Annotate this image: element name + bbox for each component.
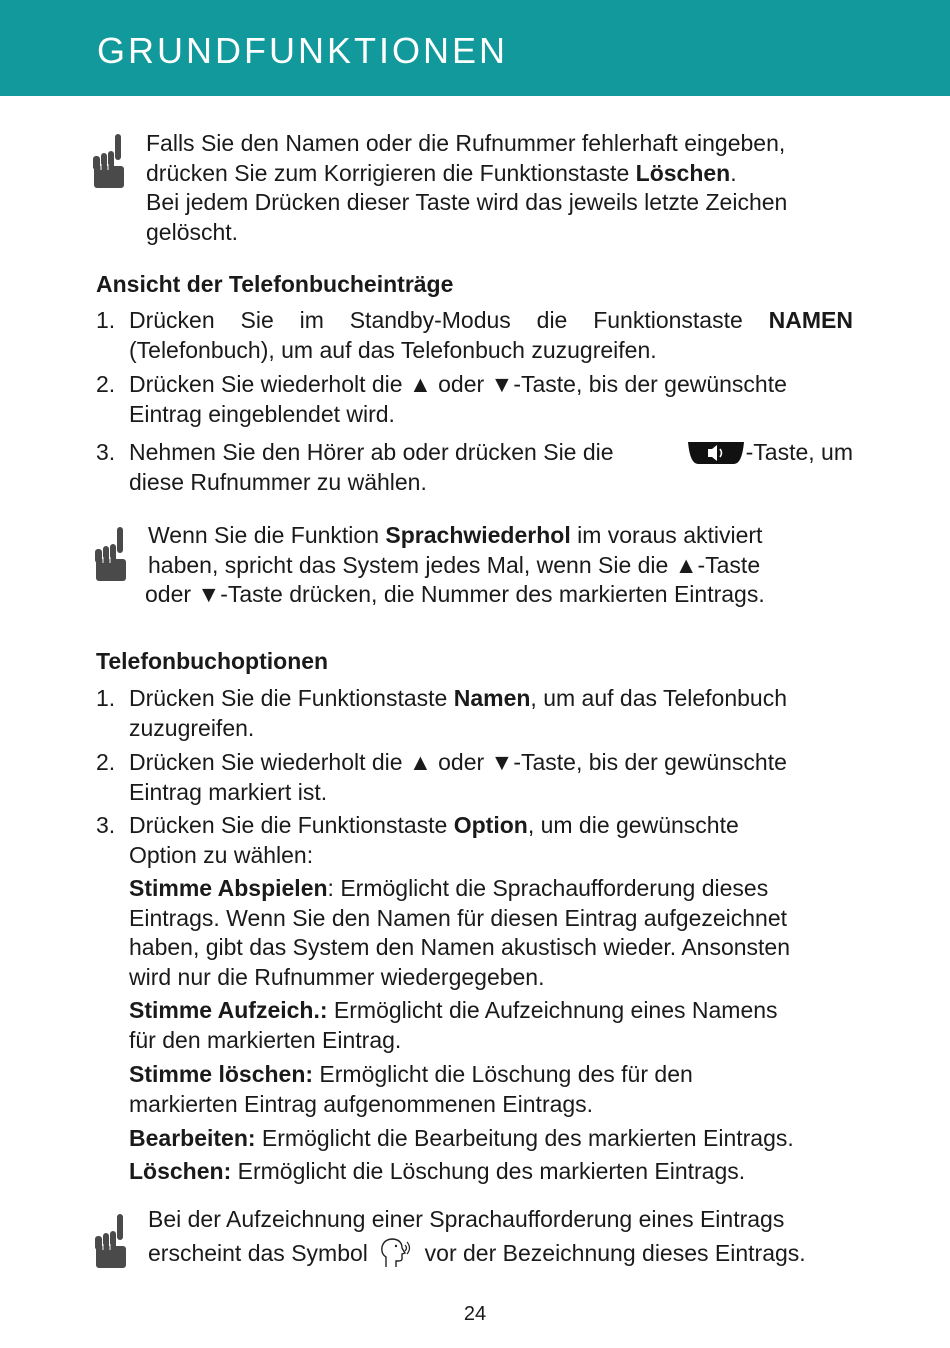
list-number: 2.: [96, 749, 116, 775]
page-title: GRUNDFUNKTIONEN: [97, 30, 508, 71]
section-heading: Telefonbuchoptionen: [96, 648, 329, 674]
word: im: [299, 307, 324, 333]
pointing-hand-icon: [95, 527, 129, 581]
text: Ermöglicht die Aufzeichnung eines Namens: [327, 997, 778, 1023]
list-line: [129, 811, 739, 841]
option-name: Löschen:: [129, 1158, 232, 1184]
key-name: Löschen: [635, 159, 731, 186]
key-name: Namen: [453, 685, 531, 711]
voice-prompt-icon: [378, 1237, 412, 1269]
word: Drücken: [129, 307, 215, 333]
list-line: diese Rufnummer zu wählen.: [129, 468, 427, 495]
option-line: wird nur die Rufnummer wiedergegeben.: [129, 963, 545, 990]
note-line: [148, 1237, 806, 1269]
option-name: Stimme Abspielen: [129, 875, 328, 901]
text: Wenn Sie die Funktion: [148, 522, 386, 548]
list-line: [129, 306, 853, 336]
note-line: Falls Sie den Namen oder die Rufnummer fehlerhaft eingeben,: [146, 130, 786, 156]
feature-name: Sprachwiederhol: [385, 522, 571, 548]
option-item: [129, 1124, 794, 1154]
key-name: NAMEN: [768, 307, 853, 333]
word: Standby-Modus: [349, 307, 511, 333]
list-line: [129, 438, 853, 468]
note-text: [148, 1205, 806, 1269]
option-line: für den markierten Eintrag.: [129, 1026, 402, 1053]
list-line: Eintrag markiert ist.: [129, 778, 328, 805]
option-line: [129, 996, 778, 1026]
option-line: Eintrags. Wenn Sie den Namen für diesen Eintrag aufgezeichnet: [129, 904, 788, 931]
option-line: [129, 874, 790, 904]
list-number: 1.: [96, 685, 116, 711]
text: Ermöglicht die Löschung des für den: [313, 1061, 693, 1087]
page-number: 24: [463, 1303, 487, 1325]
list-line: Drücken Sie wiederholt die ▲ oder ▼-Taste, bis der gewünschte: [129, 371, 787, 397]
option-name: Bearbeiten:: [129, 1125, 256, 1151]
option-line: [129, 1060, 693, 1090]
note-text: [145, 521, 765, 610]
list-number: 1.: [96, 307, 116, 333]
word: Funktionstaste: [593, 307, 743, 333]
word: Sie: [240, 307, 274, 333]
section-heading: Ansicht der Telefonbucheinträge: [96, 271, 454, 297]
page-header: [0, 0, 950, 96]
pointing-hand-icon: [93, 134, 127, 188]
option-line: haben, gibt das System den Namen akustisch wieder. Ansonsten: [129, 934, 791, 960]
text: , um auf das Telefonbuch: [530, 685, 788, 711]
list-item: [129, 748, 787, 807]
text: Drücken Sie die Funktionstaste: [129, 812, 454, 838]
note-text: [146, 129, 787, 247]
note-line: haben, spricht das System jedes Mal, wenn Sie die ▲-Taste: [148, 551, 761, 578]
option-item: [129, 1060, 693, 1119]
list-line: [129, 684, 787, 714]
option-item: [129, 874, 790, 992]
list-line: Option zu wählen:: [129, 841, 314, 868]
note-line: Bei jedem Drücken dieser Taste wird das jeweils letzte Zeichen: [146, 189, 788, 215]
text: vor der Bezeichnung dieses Eintrags.: [424, 1239, 806, 1266]
note-line: Bei der Aufzeichnung einer Sprachaufforderung eines Eintrags: [148, 1206, 785, 1232]
option-name: Stimme Aufzeich.:: [129, 997, 328, 1023]
text: Ermöglicht die Bearbeitung des markierten Eintrags.: [255, 1125, 794, 1151]
note-line: [148, 521, 765, 551]
note-line: gelöscht.: [146, 218, 239, 245]
list-line: (Telefonbuch), um auf das Telefonbuch zuzugreifen.: [129, 336, 657, 363]
list-line: Drücken Sie wiederholt die ▲ oder ▼-Taste, bis der gewünschte: [129, 749, 787, 775]
list-item: [129, 370, 787, 429]
list-line: Eintrag eingeblendet wird.: [129, 400, 395, 427]
list-line: zuzugreifen.: [129, 714, 255, 741]
option-line: [129, 1157, 745, 1187]
list-item: [129, 438, 853, 497]
text: Drücken Sie die Funktionstaste: [129, 685, 454, 711]
text: , um die gewünschte: [527, 812, 739, 838]
key-name: Option: [453, 812, 528, 838]
speaker-key-icon: [686, 440, 746, 466]
text: Nehmen Sie den Hörer ab oder drücken Sie die: [129, 439, 614, 465]
word: die: [536, 307, 568, 333]
note-line: oder ▼-Taste drücken, die Nummer des markierten Eintrags.: [145, 581, 765, 607]
option-item: [129, 996, 778, 1055]
text: im voraus aktiviert: [570, 522, 763, 548]
pointing-hand-icon: [95, 1214, 129, 1268]
note-line: [146, 159, 787, 189]
text: Ermöglicht die Löschung des markierten Eintrags.: [231, 1158, 746, 1184]
option-line: [129, 1124, 794, 1154]
text: [686, 438, 853, 468]
list-number: 3.: [96, 439, 116, 465]
option-line: markierten Eintrag aufgenommenen Eintrags.: [129, 1090, 594, 1117]
list-number: 3.: [96, 812, 116, 838]
list-item: [129, 811, 739, 870]
list-number: 2.: [96, 371, 116, 397]
option-item: [129, 1157, 745, 1187]
list-item: [129, 306, 853, 365]
text: .: [730, 159, 737, 186]
text: erscheint das Symbol: [148, 1239, 368, 1266]
text: : Ermöglicht die Sprachaufforderung dieses: [327, 875, 769, 901]
text: drücken Sie zum Korrigieren die Funktionstaste: [146, 159, 636, 186]
list-item: [129, 684, 787, 743]
option-name: Stimme löschen:: [129, 1061, 314, 1087]
text: -Taste, um: [745, 439, 853, 465]
